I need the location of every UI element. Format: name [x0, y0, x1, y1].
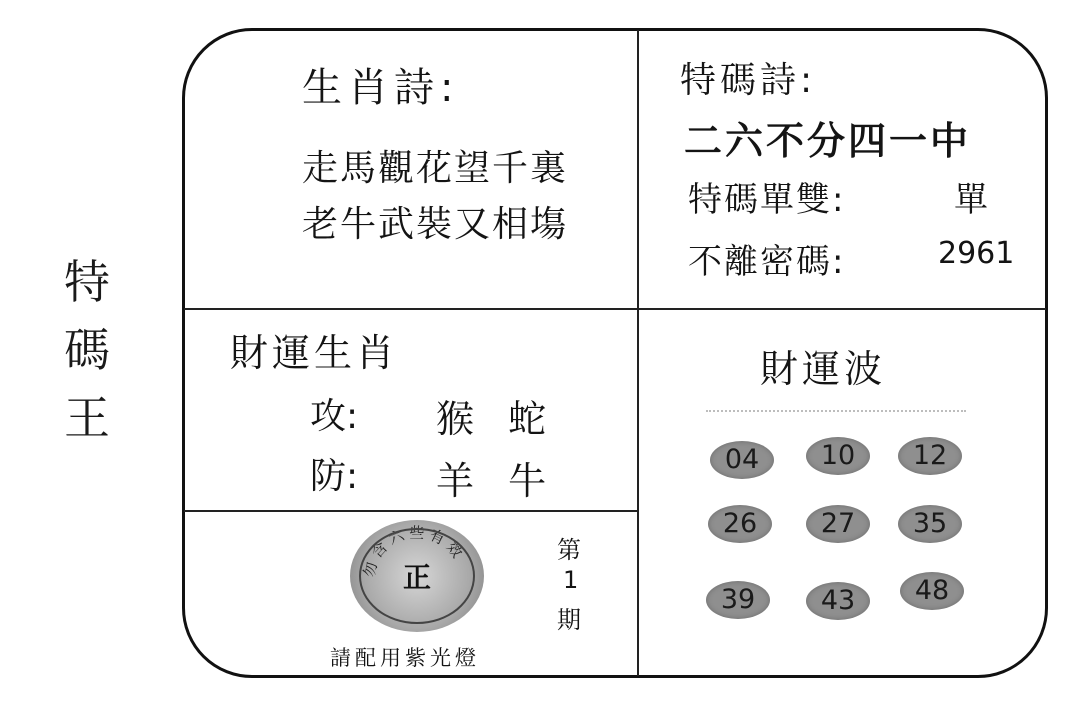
side-title-char: 王 [64, 391, 110, 445]
number-ball: 26 [708, 505, 772, 543]
zodiac-poem-title: 生肖詩: [302, 65, 460, 111]
number-ball: 27 [806, 505, 870, 543]
number-ball: 48 [900, 572, 964, 610]
divider-vertical [637, 30, 639, 676]
zodiac-poem-line: 老牛武裝又相塲 [302, 204, 569, 245]
side-title-char: 特 [64, 255, 110, 309]
number-ball: 12 [898, 437, 962, 475]
seal-stamp [350, 520, 484, 632]
issue-number: 1 [563, 566, 579, 594]
issue-suffix: 期 [557, 606, 581, 634]
side-title-char: 碼 [64, 323, 110, 377]
dotted-divider [706, 410, 966, 416]
fortune-zodiac-title: 財運生肖 [230, 331, 399, 375]
special-poem-title: 特碼詩: [680, 60, 817, 101]
issue-label: 第 [557, 536, 581, 564]
seal-center-text: 正 [402, 561, 432, 594]
fortune-wave-title: 財運波 [760, 347, 887, 391]
special-poem-line: 二六不分四一中 [684, 118, 972, 163]
side-title [52, 248, 122, 452]
number-ball: 43 [806, 582, 870, 620]
number-ball: 10 [806, 437, 870, 475]
attack-label: 攻: [310, 396, 359, 437]
number-ball: 35 [898, 505, 962, 543]
must-number-value: 2961 [938, 236, 1015, 271]
must-number-label: 不離密碼: [688, 242, 846, 282]
odd-even-label: 特碼單雙: [688, 180, 846, 220]
number-ball: 04 [710, 441, 774, 479]
attack-value: 猴 蛇 [436, 397, 547, 441]
divider-bottom-left [184, 510, 638, 512]
svg-text:勿含六些有效: 勿含六些有效 [360, 523, 469, 579]
defend-value: 羊 牛 [436, 459, 547, 503]
number-ball: 39 [706, 581, 770, 619]
defend-label: 防: [310, 456, 359, 497]
odd-even-value: 單 [954, 180, 988, 220]
footer-note: 請配用紫光燈 [330, 646, 480, 670]
zodiac-poem-line: 走馬觀花望千裏 [302, 148, 569, 189]
divider-middle [184, 308, 1046, 310]
